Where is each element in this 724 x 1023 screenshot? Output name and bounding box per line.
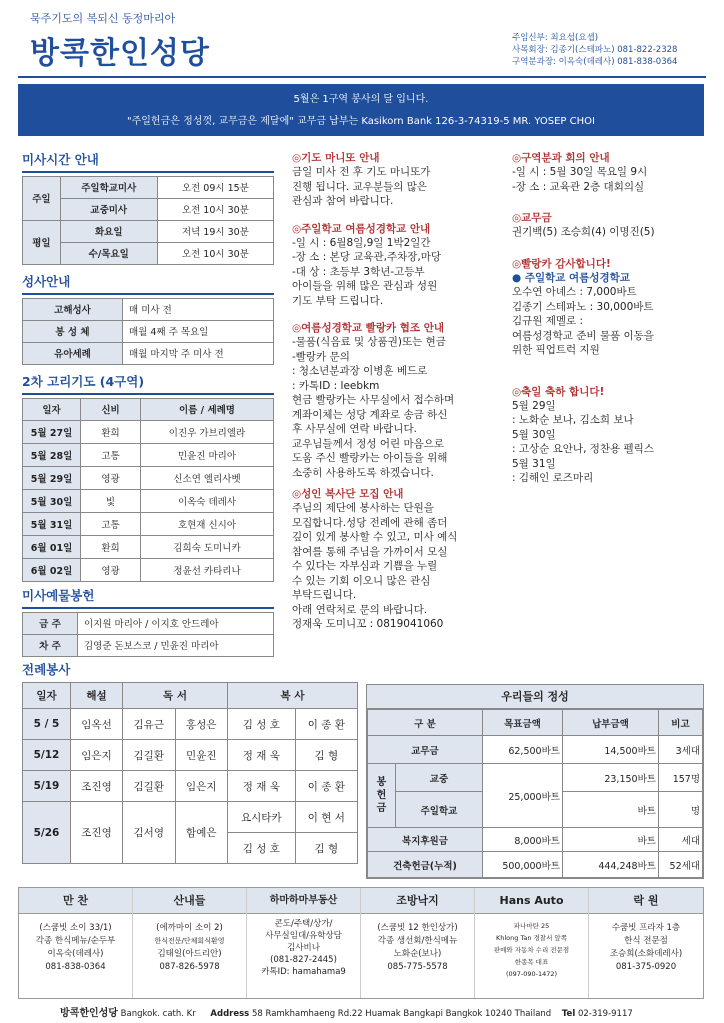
notice-line: 현금 빨랑카는 사무실에서 접수하며	[292, 394, 455, 406]
sponsor-line: Khlong Tan 경찰서 앞쪽	[495, 934, 567, 942]
cell: 500,000바트	[482, 852, 562, 878]
cell: 금 주	[23, 612, 78, 634]
cell: 임은지	[71, 740, 123, 771]
sponsor-line: 파나마탄 25	[513, 922, 550, 930]
notice-body	[512, 399, 712, 486]
notice-line: 수 있는 기회 이오니 많은 관심	[292, 574, 431, 587]
notice-line: 김종기 스테파노 : 30,000바트	[512, 300, 654, 313]
notice-line: 권기백(5) 조승희(4) 이명진(5)	[512, 226, 655, 238]
sponsor-name: Hans Auto	[475, 888, 588, 914]
header-divider	[18, 76, 706, 78]
cell: 화요일	[60, 220, 157, 242]
notice-line: 5월 29일	[512, 399, 556, 412]
cell: 5월 28일	[23, 443, 81, 466]
sponsor-details	[19, 914, 132, 974]
notice-title: ◎기도 마니또 안내	[292, 152, 380, 164]
notice-line: 오수연 아녜스 : 7,000바트	[512, 286, 637, 298]
notice-line: 도움 주신 빨랑카는 아이들을 위해	[292, 452, 448, 464]
notice-body	[512, 165, 712, 194]
sponsor-card	[19, 888, 133, 998]
sacrament-table	[22, 298, 274, 365]
notice-title: ◎성인 복사단 모집 안내	[292, 488, 404, 500]
notice-body	[292, 501, 502, 632]
sponsor-line: 081-375-0920	[615, 962, 677, 972]
cell: 14,500바트	[562, 736, 658, 764]
notice-line: 5월 31일	[512, 457, 556, 470]
cell: 매월 4째 주 목요일	[123, 320, 274, 342]
cell: 복지후원금	[368, 828, 483, 852]
sponsor-card	[589, 888, 703, 998]
cell: 김길환	[123, 771, 176, 802]
cell: 일자	[23, 683, 71, 709]
sponsor-line: 카톡ID: hamahama9	[261, 967, 346, 977]
section-underline	[22, 171, 274, 173]
notice-line: -일 시 : 6월8일,9일 1박2일간	[292, 236, 431, 249]
cell: 정윤선 카타리나	[141, 558, 274, 581]
cell: 교무금	[368, 736, 483, 764]
cell: 52세대	[658, 852, 702, 878]
cell: 평일	[23, 220, 61, 264]
sincerity-section	[366, 684, 704, 879]
section-underline	[22, 607, 274, 609]
cell-text: 봉헌금	[376, 777, 387, 814]
notice-line: 소중히 사용하도록 하겠습니다.	[292, 466, 434, 479]
cell: 김 성 호	[228, 833, 296, 864]
cell: 신소연 엘리사벳	[141, 466, 274, 489]
cell: 목표금액	[482, 710, 562, 736]
cell: 명	[658, 792, 702, 828]
cell: 5 / 5	[23, 709, 71, 740]
banner-line: "주일헌금은 정성껏, 교무금은 제달에" 교무금 납부는 Kasikorn Bank 126-3-74319-5 MR. YOSEP CHOI	[127, 116, 595, 127]
sponsor-line: 콘도/주택/상가/	[274, 919, 333, 929]
page-title: 방콕한인성당	[30, 36, 210, 71]
footer-tel: 02-319-9117	[577, 1009, 633, 1019]
cell: 봉 성 체	[23, 320, 123, 342]
cell: 바트	[562, 828, 658, 852]
cell: 정 재 욱	[228, 771, 296, 802]
cell: 비고	[658, 710, 702, 736]
notice-line: 주님의 제단에 봉사하는 단원을	[292, 502, 434, 514]
cell: 157명	[658, 764, 702, 792]
notice-line: 정재욱 도미니꼬 : 0819041060	[292, 618, 444, 630]
cell: 김영준 돈보스코 / 민윤진 마리아	[78, 634, 274, 656]
cell: 444,248바트	[562, 852, 658, 878]
sponsor-line: 김사비나	[287, 943, 320, 953]
notice-line: 부탁드립니다.	[292, 589, 357, 601]
notice-title: ◎구역분과 회의 안내	[512, 152, 610, 164]
notice-line: : 노화순 보나, 김소희 보나	[512, 414, 634, 426]
cell: 신비	[81, 398, 141, 420]
cell: 고해성사	[23, 298, 123, 320]
notice-line: -일 시 : 5월 30일 목요일 9시	[512, 166, 648, 178]
liturgy-section	[22, 660, 358, 864]
cell: 이 종 환	[295, 771, 357, 802]
header-info	[512, 32, 712, 68]
cell: 3세대	[658, 736, 702, 764]
notice-line: 진행 됩니다. 교우분들의 많은	[292, 180, 428, 193]
cell: 독 서	[123, 683, 228, 709]
notice-column-middle	[292, 150, 502, 632]
cell: 교중미사	[60, 198, 157, 220]
header-info-line: 주임신부: 최요섭(요셉)	[512, 33, 599, 43]
section-title: 미사시간 안내	[22, 152, 99, 167]
rosary-table	[22, 398, 274, 582]
sponsor-line: 081-838-0364	[45, 962, 106, 972]
sponsor-details	[475, 914, 588, 980]
cell: 조진영	[71, 802, 123, 864]
sponsor-card	[361, 888, 475, 998]
cell: 일자	[23, 398, 81, 420]
cell: 김희숙 도미니카	[141, 535, 274, 558]
notice-body	[292, 165, 502, 209]
section-title: 성사안내	[22, 274, 71, 289]
notice-banner	[18, 84, 704, 136]
mass-table	[22, 176, 274, 265]
sponsor-line: (스쿰빗 12 한인상가)	[377, 923, 458, 933]
cell: 오전 09시 15분	[157, 176, 273, 198]
cell: 수/목요일	[60, 242, 157, 264]
notice-body	[512, 285, 712, 358]
header-info-line: 구역분과장: 이옥숙(데레사) 081-838-0364	[512, 57, 678, 67]
notice-body	[292, 335, 502, 480]
sponsor-name: 산내들	[133, 888, 246, 914]
notice-line: -빨랑카 문의	[292, 350, 350, 363]
cell: 교중	[396, 764, 483, 792]
cell: 이옥숙 데레사	[141, 489, 274, 512]
notice-body	[292, 236, 502, 309]
footer-name: 방콕한인성당	[60, 1008, 118, 1019]
sponsor-line: 각종 한식메뉴/순두부	[35, 936, 116, 946]
banner-line: 5월은 1구역 봉사의 달 입니다.	[293, 94, 429, 105]
notice-line: 금일 미사 전 후 기도 마니또가	[292, 166, 431, 178]
cell: 임은지	[175, 771, 228, 802]
cell: 매월 마지막 주 미사 전	[123, 342, 274, 364]
cell: 6월 01일	[23, 535, 81, 558]
section-title: 전례봉사	[22, 662, 71, 677]
notice-line: 깊이 있게 봉사할 수 있고, 미사 예식	[292, 531, 458, 543]
cell	[368, 764, 396, 828]
cell: 62,500바트	[482, 736, 562, 764]
sponsor-line: 이옥숙(데레사)	[47, 949, 104, 959]
cell: 복 사	[228, 683, 358, 709]
cell: 유아세례	[23, 342, 123, 364]
footer	[60, 1004, 700, 1019]
sponsor-line: (에까마이 소이 2)	[156, 923, 223, 933]
cell: 바트	[562, 792, 658, 828]
notice-line: 관심과 참여 바랍니다.	[292, 195, 394, 207]
sponsor-name: 만 찬	[19, 888, 132, 914]
cell: 빛	[81, 489, 141, 512]
notice-title: ◎빨랑카 감사합니다!	[512, 257, 611, 270]
cell: 김서영	[123, 802, 176, 864]
cell: 저녁 19시 30분	[157, 220, 273, 242]
cell: 주일학교	[396, 792, 483, 828]
sponsor-line: 사무실임대/유학상담	[265, 931, 342, 941]
sincerity-table	[367, 709, 703, 878]
cell: 영광	[81, 466, 141, 489]
cell: 민윤진 마리아	[141, 443, 274, 466]
cell: 홍성은	[175, 709, 228, 740]
notice-line: 기도 부탁 드립니다.	[292, 294, 384, 307]
notice-line: 교우님들께서 정성 어린 마음으로	[292, 437, 445, 450]
sponsor-name: 조방낙지	[361, 888, 474, 914]
cell: 호현재 신시아	[141, 512, 274, 535]
offering-table	[22, 612, 274, 657]
footer-address: 58 Ramkhamhaeng Rd.22 Huamak Bangkapi Bangkok 10240 Thailand	[251, 1009, 552, 1019]
footer-tel-label: Tel	[561, 1009, 576, 1019]
notice-title: ◎축일 축하 합니다!	[512, 385, 605, 398]
cell: 임옥선	[71, 709, 123, 740]
cell: 고통	[81, 443, 141, 466]
sponsor-details	[247, 914, 360, 978]
mass-section	[22, 150, 274, 265]
header-info-line: 사목회장: 김종기(스테파노) 081-822-2328	[512, 45, 678, 55]
notice-line: 모집합니다.성당 전례에 관해 좀더	[292, 516, 448, 529]
cell: 건축헌금(누적)	[368, 852, 483, 878]
cell: 해설	[71, 683, 123, 709]
sponsor-line: 085-775-5578	[387, 962, 448, 972]
sacrament-section	[22, 272, 274, 365]
cell: 고통	[81, 512, 141, 535]
cell: 6월 02일	[23, 558, 81, 581]
footer-name-en: Bangkok. cath. Kr	[120, 1009, 196, 1019]
cell: 5월 31일	[23, 512, 81, 535]
sponsor-card	[475, 888, 589, 998]
sponsor-name: 하마하마부동산	[247, 888, 360, 914]
sponsor-line: 수쿰빗 프라자 1층	[611, 923, 681, 933]
sponsor-line: 087-826-5978	[159, 962, 220, 972]
cell: 오전 10시 30분	[157, 198, 273, 220]
section-underline	[22, 393, 274, 395]
section-title: 우리들의 정성	[367, 685, 703, 709]
sponsor-line: (스쿰빗 소이 33/1)	[39, 923, 112, 933]
notice-title: ◎교무금	[512, 212, 552, 224]
notice-line: : 김해인 로즈마리	[512, 472, 594, 484]
cell: 요시타카	[228, 802, 296, 833]
cell: 차 주	[23, 634, 78, 656]
notice-column-right	[512, 150, 712, 486]
cell: 환희	[81, 420, 141, 443]
notice-line: 여름성경학교 준비 물품 이동을	[512, 329, 654, 342]
sponsor-line: 조승희(소화데레사)	[609, 949, 683, 959]
cell: 구 분	[368, 710, 483, 736]
cell: 김 형	[295, 833, 357, 864]
notice-title: ◎주일학교 여름성경학교 안내	[292, 222, 431, 235]
section-underline	[22, 293, 274, 295]
cell: 5/19	[23, 771, 71, 802]
cell: 영광	[81, 558, 141, 581]
cell: 이지원 마리아 / 이지호 안드레아	[78, 612, 274, 634]
notice-line: -장 소 : 본당 교육관,주차장,마당	[292, 251, 442, 263]
cell: 이 현 서	[295, 802, 357, 833]
notice-line: 후 사무실에 연락 바랍니다.	[292, 423, 417, 435]
cell: 5월 27일	[23, 420, 81, 443]
sponsor-line: (097-090-1472)	[505, 970, 558, 978]
notice-line: 위한 픽업트럭 지원	[512, 344, 600, 356]
sponsor-details	[133, 914, 246, 974]
section-title: 2차 고리기도 (4구역)	[22, 374, 145, 389]
notice-line: 아이들을 위해 많은 관심과 성원	[292, 280, 438, 292]
notice-line: 수 있다는 자부심과 기쁨을 누릴	[292, 560, 438, 572]
notice-line: 참여를 통해 주님을 가까이서 모실	[292, 545, 448, 558]
sponsor-line: 판매와 자동차 수리 전문점	[493, 946, 570, 954]
cell: 23,150바트	[562, 764, 658, 792]
sponsor-line: 한식전문/단체회식환영	[154, 937, 225, 945]
section-title: 미사예물봉헌	[22, 588, 95, 603]
notice-subtitle: ● 주일학교 여름성경학교	[512, 271, 630, 284]
cell: 이진우 가브리엘라	[141, 420, 274, 443]
notice-line: -대 상 : 초등부 3학년-고등부	[292, 265, 425, 278]
cell: 오전 10시 30분	[157, 242, 273, 264]
cell: 김길환	[123, 740, 176, 771]
cell: 조진영	[71, 771, 123, 802]
notice-body	[512, 225, 712, 240]
cell: 주일	[23, 176, 61, 220]
notice-line: : 청소년분과장 이병훈 베드로	[292, 365, 428, 377]
liturgy-table	[22, 682, 358, 864]
offering-section	[22, 586, 274, 657]
header-subtitle: 묵주기도의 복되신 동정마리아	[30, 12, 176, 25]
notice-line: 김규원 제멜로 :	[512, 315, 584, 327]
cell: 함예은	[175, 802, 228, 864]
sponsor-card	[247, 888, 361, 998]
notice-title: ◎여름성경학교 빨랑카 협조 안내	[292, 322, 444, 334]
notice-line: : 고상순 요안나, 정찬용 펠릭스	[512, 443, 654, 455]
cell: 8,000바트	[482, 828, 562, 852]
cell: 5/26	[23, 802, 71, 864]
sponsor-details	[589, 914, 703, 974]
cell: 김 형	[295, 740, 357, 771]
cell: 김 성 호	[228, 709, 296, 740]
cell: 매 미사 전	[123, 298, 274, 320]
footer-address-label: Address	[210, 1009, 250, 1019]
cell: 이름 / 세례명	[141, 398, 274, 420]
notice-line: 아래 연락처로 문의 바랍니다.	[292, 603, 428, 616]
cell: 주일학교미사	[60, 176, 157, 198]
sponsor-details	[361, 914, 474, 974]
cell: 세대	[658, 828, 702, 852]
cell: 5월 30일	[23, 489, 81, 512]
sponsor-name: 락 원	[589, 888, 703, 914]
cell: 김유근	[123, 709, 176, 740]
sponsor-line: 노화순(보나)	[393, 949, 442, 959]
cell: 5/12	[23, 740, 71, 771]
notice-line: : 카톡ID : leebkm	[292, 379, 380, 392]
rosary-section	[22, 372, 274, 582]
notice-line: 계좌이체는 성당 계좌로 송금 하신	[292, 408, 448, 421]
notice-line: 5월 30일	[512, 428, 556, 441]
cell: 납부금액	[562, 710, 658, 736]
cell: 25,000바트	[482, 764, 562, 828]
sponsor-line: 김태일(아드리안)	[157, 949, 222, 959]
cell: 환희	[81, 535, 141, 558]
sponsor-line: (081-827-2445)	[270, 955, 337, 965]
notice-line: -물품(식음료 및 상품권)또는 현금	[292, 336, 446, 348]
sponsor-line: 한식 전문점	[624, 936, 668, 946]
cell: 이 종 환	[295, 709, 357, 740]
cell: 정 재 욱	[228, 740, 296, 771]
notice-line: -장 소 : 교육관 2층 대회의실	[512, 180, 645, 193]
sponsor-line: 한종목 대표	[514, 958, 549, 966]
sponsor-card	[133, 888, 247, 998]
cell: 민윤진	[175, 740, 228, 771]
sponsor-line: 각종 생선회/한식메뉴	[377, 936, 458, 946]
cell: 5월 29일	[23, 466, 81, 489]
